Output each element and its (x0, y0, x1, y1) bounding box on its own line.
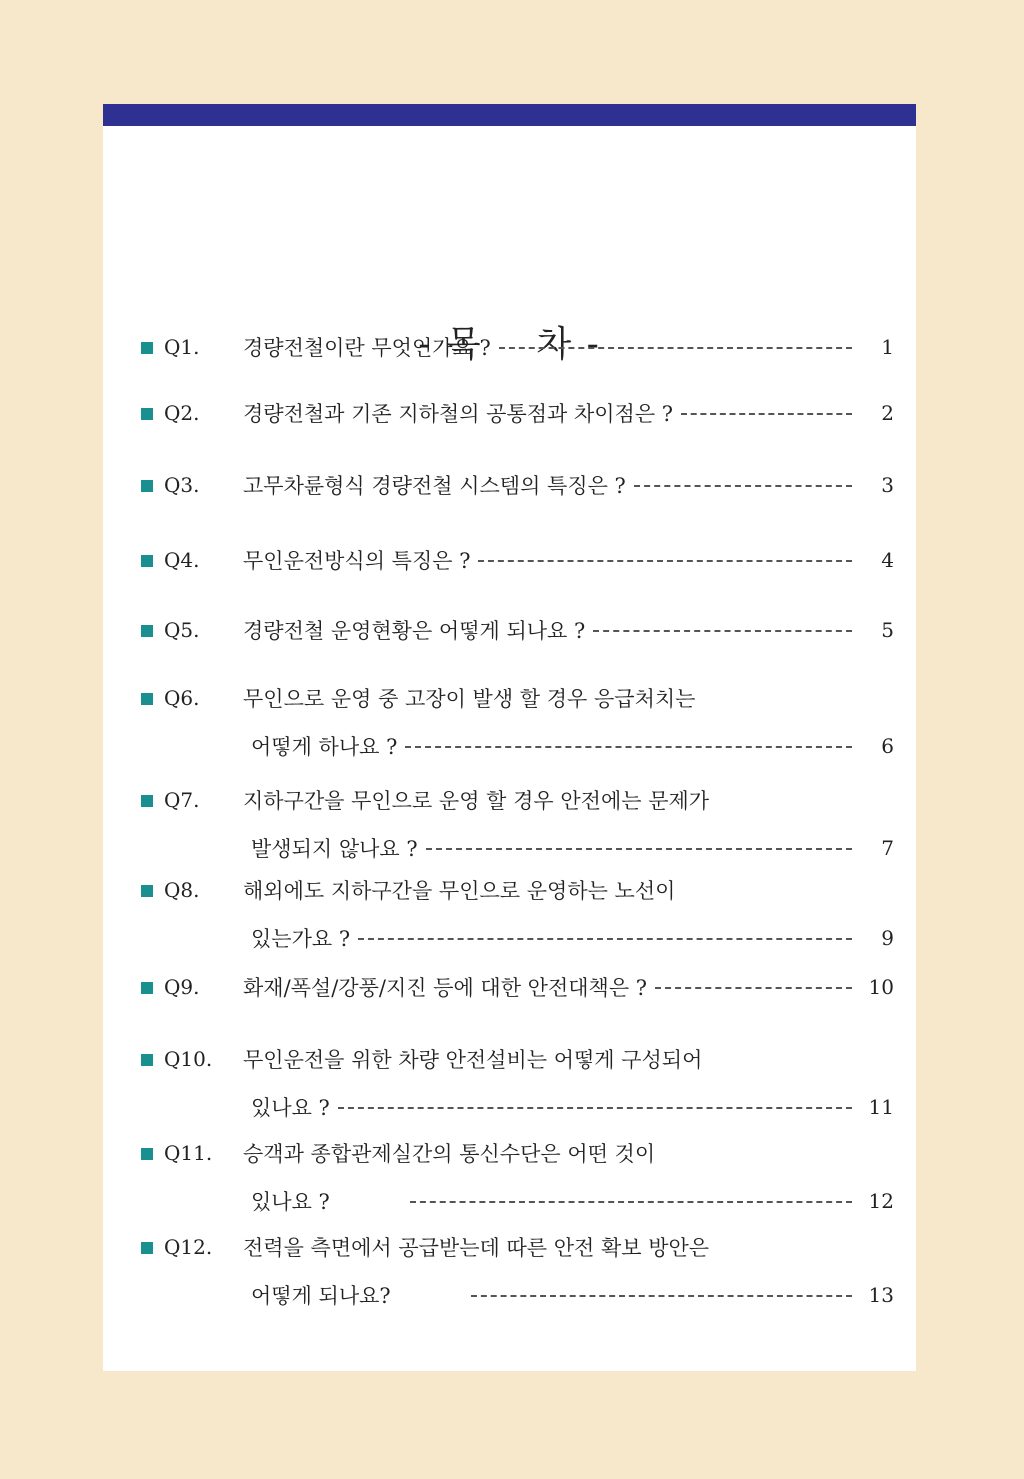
entry-title: 승객과 종합관제실간의 통신수단은 어떤 것이 (243, 1142, 656, 1166)
toc-entry-q10[interactable] (103, 1047, 916, 1120)
entry-line-continued (243, 836, 894, 860)
entry-line (243, 975, 894, 999)
entry-line-continued (243, 1095, 894, 1119)
entry-page-number: 1 (881, 335, 894, 359)
entry-page-number: 13 (868, 1283, 894, 1307)
entry-number: Q2. (164, 401, 200, 425)
entry-number: Q6. (164, 686, 200, 710)
entry-title-continued: 있나요 ? (251, 1096, 330, 1120)
square-bullet-icon (141, 625, 153, 637)
entry-title: 경량전철과 기존 지하철의 공통점과 차이점은 ? (243, 402, 674, 426)
entry-title-continued: 있는가요 ? (251, 927, 351, 951)
entry-number: Q1. (164, 335, 200, 359)
entry-number: Q10. (164, 1047, 213, 1071)
entry-number: Q12. (164, 1235, 213, 1259)
dot-leader (338, 1107, 852, 1109)
dot-leader (593, 630, 852, 632)
square-bullet-icon (141, 408, 153, 420)
entry-title: 무인운전을 위한 차량 안전설비는 어떻게 구성되어 (243, 1048, 703, 1072)
entry-line (243, 1141, 894, 1165)
entry-line (243, 401, 894, 425)
entry-line-continued (243, 1283, 894, 1307)
dot-leader (426, 848, 852, 850)
entry-page-number: 11 (868, 1095, 894, 1119)
entry-line-continued (243, 734, 894, 758)
dot-leader (471, 1295, 852, 1297)
entry-page-number: 9 (881, 926, 894, 950)
entry-title-continued: 어떻게 되나요? (251, 1284, 391, 1308)
square-bullet-icon (141, 693, 153, 705)
entry-title: 고무차륜형식 경량전철 시스템의 특징은 ? (243, 474, 626, 498)
entry-title: 화재/폭설/강풍/지진 등에 대한 안전대책은 ? (243, 976, 648, 1000)
entry-line (243, 473, 894, 497)
entry-title-continued: 발생되지 않나요 ? (251, 837, 418, 861)
entry-title: 무인으로 운영 중 고장이 발생 할 경우 응급처치는 (243, 687, 696, 711)
entry-line (243, 686, 894, 710)
toc-entry-q6[interactable] (103, 686, 916, 759)
entry-title: 경량전철 운영현황은 어떻게 되나요 ? (243, 619, 586, 643)
entry-page-number: 4 (881, 548, 894, 572)
entry-line (243, 618, 894, 642)
toc-page (103, 104, 916, 1371)
entry-title-continued: 어떻게 하나요 ? (251, 735, 398, 759)
entry-title: 해외에도 지하구간을 무인으로 운영하는 노선이 (243, 879, 676, 903)
dot-leader (405, 746, 852, 748)
dot-leader (634, 485, 852, 487)
toc-entry-q2[interactable] (103, 401, 916, 464)
dot-leader (655, 987, 852, 989)
entry-page-number: 5 (881, 618, 894, 642)
entry-number: Q3. (164, 473, 200, 497)
entry-page-number: 7 (881, 836, 894, 860)
dot-leader (410, 1201, 852, 1203)
toc-entry-q3[interactable] (103, 473, 916, 536)
toc-entry-q12[interactable] (103, 1235, 916, 1308)
square-bullet-icon (141, 1148, 153, 1160)
dot-leader (499, 347, 852, 349)
entry-title: 전력을 측면에서 공급받는데 따른 안전 확보 방안은 (243, 1236, 710, 1260)
dot-leader (681, 413, 852, 415)
entry-title: 지하구간을 무인으로 운영 할 경우 안전에는 문제가 (243, 789, 710, 813)
entry-line-continued (243, 926, 894, 950)
entry-line (243, 1047, 894, 1071)
entry-line (243, 1235, 894, 1259)
page-title: - 목 차 - (418, 324, 601, 365)
dot-leader (358, 938, 852, 940)
entry-number: Q5. (164, 618, 200, 642)
entry-number: Q8. (164, 878, 200, 902)
square-bullet-icon (141, 1242, 153, 1254)
entry-line-continued (243, 1189, 894, 1213)
toc-entry-q1[interactable] (103, 335, 916, 398)
entry-title-continued: 있나요 ? (251, 1190, 330, 1214)
toc-entry-q7[interactable] (103, 788, 916, 861)
entry-page-number: 6 (881, 734, 894, 758)
entry-page-number: 2 (881, 401, 894, 425)
square-bullet-icon (141, 555, 153, 567)
entry-number: Q9. (164, 975, 200, 999)
square-bullet-icon (141, 982, 153, 994)
entry-line (243, 788, 894, 812)
entry-number: Q4. (164, 548, 200, 572)
square-bullet-icon (141, 795, 153, 807)
entry-title: 경량전철이란 무엇인가요 ? (243, 336, 491, 360)
square-bullet-icon (141, 885, 153, 897)
square-bullet-icon (141, 342, 153, 354)
entry-page-number: 10 (868, 975, 894, 999)
toc-entry-q8[interactable] (103, 878, 916, 951)
toc-entry-q5[interactable] (103, 618, 916, 681)
entry-number: Q7. (164, 788, 200, 812)
entry-line (243, 335, 894, 359)
entry-page-number: 12 (868, 1189, 894, 1213)
entry-title: 무인운전방식의 특징은 ? (243, 549, 471, 573)
entry-line (243, 548, 894, 572)
dot-leader (478, 560, 852, 562)
toc-entry-q11[interactable] (103, 1141, 916, 1214)
entry-line (243, 878, 894, 902)
table-of-contents (103, 104, 916, 1371)
entry-number: Q11. (164, 1141, 213, 1165)
toc-entry-q4[interactable] (103, 548, 916, 611)
toc-entry-q9[interactable] (103, 975, 916, 1038)
square-bullet-icon (141, 1054, 153, 1066)
entry-page-number: 3 (881, 473, 894, 497)
square-bullet-icon (141, 480, 153, 492)
